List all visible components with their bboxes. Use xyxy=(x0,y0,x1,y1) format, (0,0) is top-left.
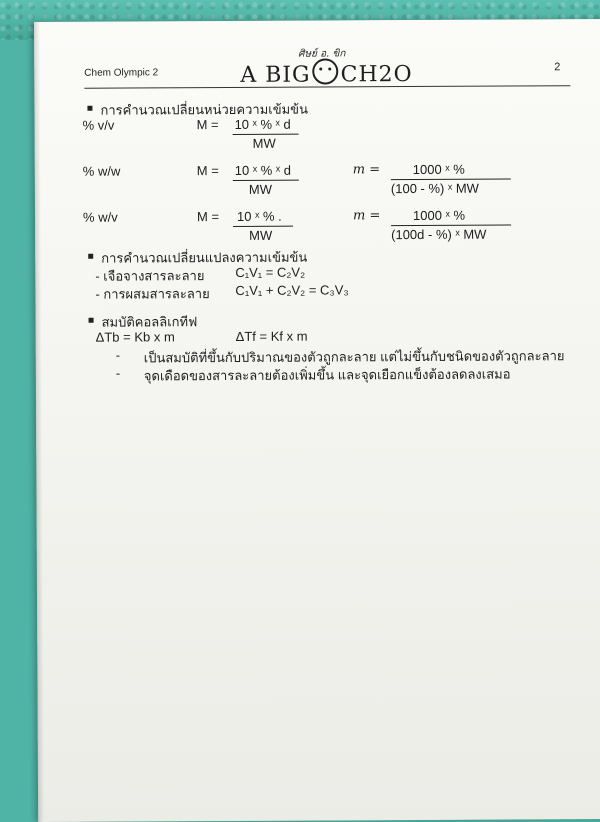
note-1: เป็นสมบัติที่ขึ้นกับปริมาณของตัวถูกละลาย แต่ไม่ขึ้นกับชนิดของตัวถูกละลาย xyxy=(143,348,565,366)
mixing-label: - การผสมสารละลาย xyxy=(95,286,210,302)
row2-m-denominator: (100 - %) ˣ MW xyxy=(390,180,479,197)
logo-face-icon xyxy=(313,58,339,84)
row2-m-numerator: 1000 ˣ % xyxy=(412,161,465,178)
row3-numerator: 10 ˣ % . xyxy=(236,208,282,224)
section1-title: การคำนวณเปลี่ยนหน่วยความเข้มข้น xyxy=(100,101,308,118)
page-number: 2 xyxy=(554,61,561,74)
logo-text-left: A BIG xyxy=(240,62,311,88)
section3-title: สมบัติคอลลิเกทีฟ xyxy=(101,314,198,330)
boiling-point-equation: ΔTb = Kb x m xyxy=(95,329,175,345)
row1-numerator: 10 ˣ % ˣ d xyxy=(234,116,291,132)
note-2: จุดเดือดของสารละลายต้องเพิ่มขึ้น และจุดเยือกแข็งต้องลดลงเสมอ xyxy=(143,366,511,384)
bullet-icon xyxy=(89,318,94,323)
section2-title: การคำนวณเปลี่ยนแปลงความเข้มข้น xyxy=(101,249,308,266)
freezing-point-equation: ΔTf = Kf x m xyxy=(235,328,308,344)
row1-fraction-line xyxy=(233,134,299,135)
row3-lhs: M = xyxy=(196,209,220,225)
dilution-label: - เจือจางสารละลาย xyxy=(95,268,205,284)
row2-numerator: 10 ˣ % ˣ d xyxy=(234,162,292,178)
bullet-icon xyxy=(88,254,93,259)
page-edge-shadow xyxy=(34,22,44,822)
row1-label: % v/v xyxy=(82,117,115,133)
header-signature: ศิษย์ อ. ขิก xyxy=(298,48,346,60)
bullet-icon xyxy=(87,106,92,111)
row3-m-lhs: m = xyxy=(352,208,381,224)
row2-fraction-line xyxy=(233,180,299,181)
row2-denominator: MW xyxy=(248,181,273,197)
dilution-formula: C₁V₁ = C₂V₂ xyxy=(235,264,306,280)
row3-m-numerator: 1000 ˣ % xyxy=(412,207,466,224)
row2-label: % w/w xyxy=(82,163,121,179)
header-rule xyxy=(84,85,570,89)
header-logo xyxy=(240,58,413,88)
row1-denominator: MW xyxy=(252,135,276,151)
row3-m-denominator: (100d - %) ˣ MW xyxy=(391,226,487,243)
row2-m-lhs: m = xyxy=(352,162,381,178)
row3-fraction-line xyxy=(233,226,293,227)
document-page xyxy=(34,19,600,822)
row3-label: % w/v xyxy=(82,209,118,225)
header-course-title: Chem Olympic 2 xyxy=(84,67,159,79)
row2-lhs: M = xyxy=(196,163,219,179)
note-dash: - xyxy=(115,365,121,381)
row3-denominator: MW xyxy=(249,227,273,243)
mixing-formula: C₁V₁ + C₂V₂ = C₃V₃ xyxy=(235,282,349,298)
note-dash: - xyxy=(115,347,121,363)
row1-lhs: M = xyxy=(196,117,219,133)
logo-text-right: CH2O xyxy=(340,62,413,88)
